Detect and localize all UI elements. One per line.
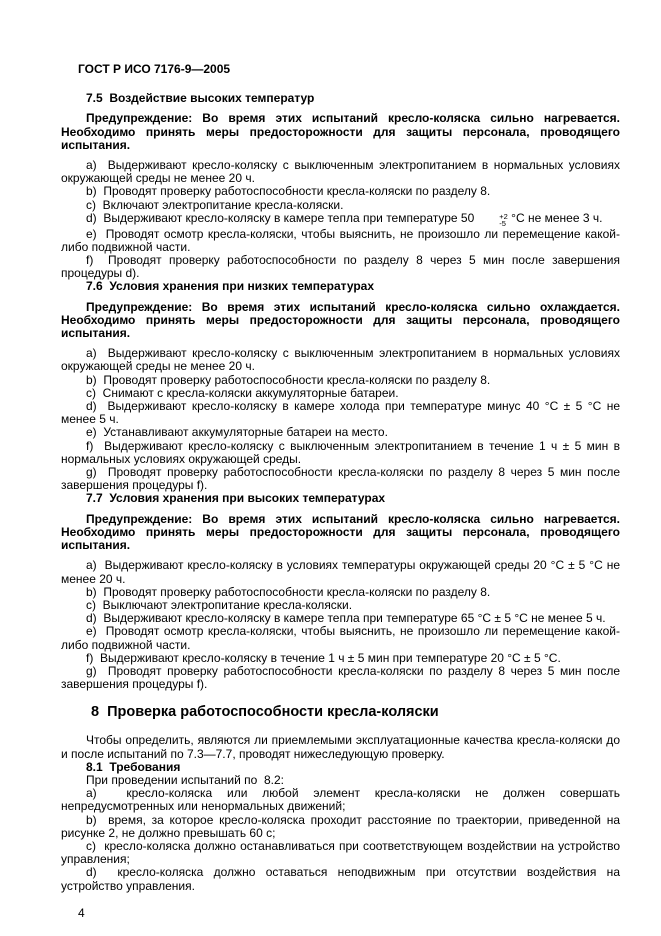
section-7-7-warning: Предупреждение: Во время этих испытаний кресло-коляска сильно нагревается. Необходимо принять меры предосторожности для защиты персонала, проводящего испытания. — [61, 511, 620, 553]
section-7-7-heading: 7.7 Условия хранения при высоких температурах — [86, 491, 386, 506]
document-page — [61, 63, 620, 920]
item-7-5-d — [61, 212, 620, 228]
item-7-6-c: c) Снимают с кресла-коляски аккумуляторные батареи. — [86, 385, 399, 400]
section-8-1-intro: При проведении испытаний по 8.2: — [86, 772, 284, 787]
item-7-5-c: c) Включают электропитание кресла-коляски. — [86, 197, 344, 212]
item-7-7-f: f) Выдерживают кресло-коляску в течение 1 ч ± 5 мин при температуре 20 °С ± 5 °С. — [86, 650, 561, 665]
item-7-5-b: b) Проводят проверку работоспособности кресла-коляски по разделу 8. — [86, 184, 491, 199]
section-7-6-heading: 7.6 Условия хранения при низких температурах — [86, 279, 375, 294]
section-8-intro: Чтобы определить, являются ли приемлемыми эксплуатационные качества кресла-коляски до и после испытаний по 7.3—7.7, проводят нижеследующую проверку. — [61, 733, 620, 761]
item-7-7-e: e) Проводят осмотр кресла-коляски, чтобы выяснить, не произошло ли перемещение какой-либо подвижной части. — [61, 624, 620, 652]
item-text-post: °С не менее 3 ч. — [507, 210, 603, 225]
section-8-heading: 8 Проверка работоспособности кресла-коляски — [91, 704, 439, 721]
temperature-tolerance — [474, 214, 508, 228]
item-7-7-a: a) Выдерживают кресло-коляску в условиях температуры окружающей среды 20 °С ± 5 °С не менее 20 ч. — [61, 558, 620, 586]
item-7-7-b: b) Проводят проверку работоспособности кресла-коляски по разделу 8. — [86, 584, 491, 599]
item-text-pre: d) Выдерживают кресло-коляску в камере тепла при температуре 50 — [86, 210, 475, 225]
item-7-6-d: d) Выдерживают кресло-коляску в камере холода при температуре минус 40 °С ± 5 °С не менее 5 ч. — [61, 399, 620, 427]
tolerance-lower: -5 — [499, 218, 506, 228]
item-7-5-a: a) Выдерживают кресло-коляску с выключенным электропитанием в нормальных условиях окружающей среды не менее 20 ч. — [61, 158, 620, 186]
item-7-7-d: d) Выдерживают кресло-коляску в камере тепла при температуре 65 °С ± 5 °С не менее 5 ч. — [86, 611, 606, 626]
item-7-6-e: e) Устанавливают аккумуляторные батареи на место. — [86, 425, 388, 440]
item-7-7-c: c) Выключают электропитание кресла-коляски. — [86, 597, 353, 612]
section-7-6-warning: Предупреждение: Во время этих испытаний кресло-коляска сильно охлаждается. Необходимо принять меры предосторожности для защиты персонала, проводящего испытания. — [61, 299, 620, 341]
doc-header: ГОСТ Р ИСО 7176-9—2005 — [78, 62, 231, 76]
item-7-6-b: b) Проводят проверку работоспособности кресла-коляски по разделу 8. — [86, 372, 491, 387]
tolerance-upper: +2 — [499, 212, 508, 222]
section-8-1-heading: 8.1 Требования — [86, 759, 181, 774]
item-7-5-f: f) Проводят проверку работоспособности по разделу 8 через 5 мин после завершения процедуры d). — [61, 253, 620, 281]
item-8-1-a: a) кресло-коляска или любой элемент кресла-коляски не должен совершать непредусмотренных или ненормальных движений; — [61, 786, 620, 814]
section-7-5-heading: 7.5 Воздействие высоких температур — [86, 91, 315, 106]
item-7-7-g: g) Проводят проверку работоспособности кресла-коляски по разделу 8 через 5 мин после завершения процедуры f). — [61, 663, 620, 692]
item-8-1-c: c) кресло-коляска должно останавливаться при соответствующем воздействии на устройство управления; — [61, 838, 620, 867]
section-7-5-warning: Предупреждение: Во время этих испытаний кресло-коляска сильно нагревается. Необходимо принять меры предосторожности для защиты персонала, проводящего испытания. — [61, 111, 620, 152]
item-7-6-a: a) Выдерживают кресло-коляску с выключенным электропитанием в нормальных условиях окружающей среды не менее 20 ч. — [61, 346, 620, 374]
item-8-1-d: d) кресло-коляска должно оставаться неподвижным при отсутствии воздействия на устройство управления. — [61, 865, 620, 893]
item-7-5-e: e) Проводят осмотр кресла-коляски, чтобы выяснить, не произошло ли перемещение какой-либо подвижной части. — [61, 226, 620, 254]
page-number: 4 — [78, 905, 85, 920]
item-7-6-f: f) Выдерживают кресло-коляску с выключенным электропитанием в течение 1 ч ± 5 мин в нормальных условиях окружающей среды. — [61, 438, 620, 466]
item-7-6-g: g) Проводят проверку работоспособности кресла-коляски по разделу 8 через 5 мин после завершения процедуры f). — [61, 465, 620, 493]
item-8-1-b: b) время, за которое кресло-коляска проходит расстояние по траектории, приведенной на рисунке 2, не должно превышать 60 с; — [61, 812, 620, 840]
